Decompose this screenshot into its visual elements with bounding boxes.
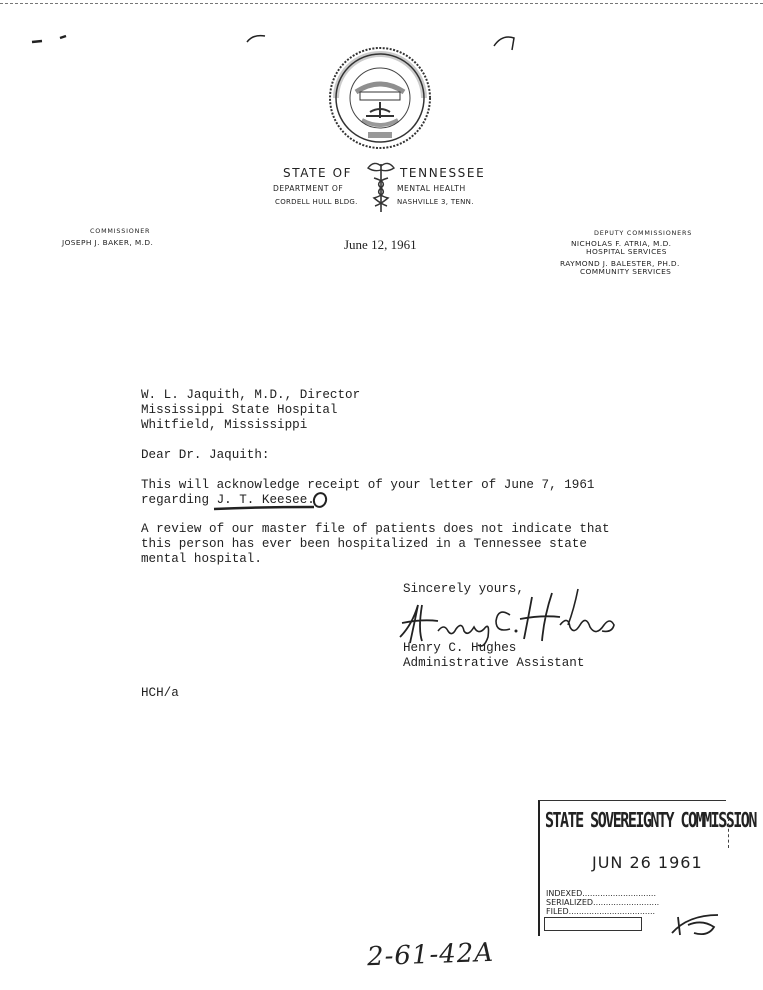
stamp-date: JUN 26 1961	[592, 853, 703, 872]
stamp-edge	[722, 818, 729, 848]
letter-date: June 12, 1961	[344, 237, 417, 252]
scan-mark-icon	[30, 30, 80, 50]
letterhead-dept-left: DEPARTMENT OF	[273, 184, 344, 193]
sovereignty-commission-stamp	[538, 800, 756, 936]
deputy1-role: HOSPITAL SERVICES	[586, 247, 667, 256]
stamp-title: STATE SOVEREIGNTY COMMISSION	[545, 808, 756, 833]
typist-initials: HCH/a	[141, 686, 179, 700]
deputy2-role: COMMUNITY SERVICES	[580, 267, 672, 276]
recipient-line-3: Whitfield, Mississippi	[141, 418, 308, 432]
body-p1-line-2: regarding J. T. Keesee.	[141, 493, 315, 507]
letterhead-addr-left: CORDELL HULL BLDG.	[275, 198, 358, 206]
closing: Sincerely yours,	[403, 582, 524, 596]
signature-title: Administrative Assistant	[403, 656, 585, 670]
recipient-line-2: Mississippi State Hospital	[141, 403, 338, 417]
letterhead-addr-right: NASHVILLE 3, TENN.	[397, 198, 474, 206]
top-border	[0, 3, 763, 4]
corner-mark-icon	[245, 30, 275, 50]
body-p2-line-1: A review of our master file of patients does not indicate that	[141, 522, 610, 536]
deputy1-name: NICHOLAS F. ATRIA, M.D.	[571, 239, 672, 248]
signature-name: Henry C. Hughes	[403, 641, 517, 655]
caduceus-icon	[366, 158, 396, 214]
deputy-title: DEPUTY COMMISSIONERS	[594, 229, 693, 237]
letterhead-state-right: TENNESSEE	[400, 166, 486, 180]
letterhead-dept-right: MENTAL HEALTH	[397, 184, 466, 193]
body-p2-line-2: this person has ever been hospitalized in a Tennessee state	[141, 537, 587, 551]
recipient-line-1: W. L. Jaquith, M.D., Director	[141, 388, 361, 402]
stamp-box	[544, 917, 642, 931]
stamp-serialized: SERIALIZED..........................	[546, 898, 660, 907]
deputy2-name: RAYMOND J. BALESTER, PH.D.	[560, 259, 680, 268]
stamp-initials-icon	[668, 909, 722, 939]
commissioner-title: COMMISSIONER	[90, 227, 151, 235]
body-p1-line-1: This will acknowledge receipt of your letter of June 7, 1961	[141, 478, 595, 492]
body-p2-line-3: mental hospital.	[141, 552, 262, 566]
commissioner-name: JOSEPH J. BAKER, M.D.	[62, 238, 154, 247]
salutation: Dear Dr. Jaquith:	[141, 448, 270, 462]
letterhead-state-left: STATE OF	[283, 166, 353, 180]
handwritten-underline	[210, 490, 340, 516]
corner-mark-right-icon	[490, 30, 520, 54]
stamp-filed: FILED..................................	[546, 907, 656, 916]
stamp-indexed: INDEXED.............................	[546, 889, 657, 898]
file-number: 2-61-42A	[366, 937, 495, 973]
state-seal-icon	[326, 46, 434, 152]
